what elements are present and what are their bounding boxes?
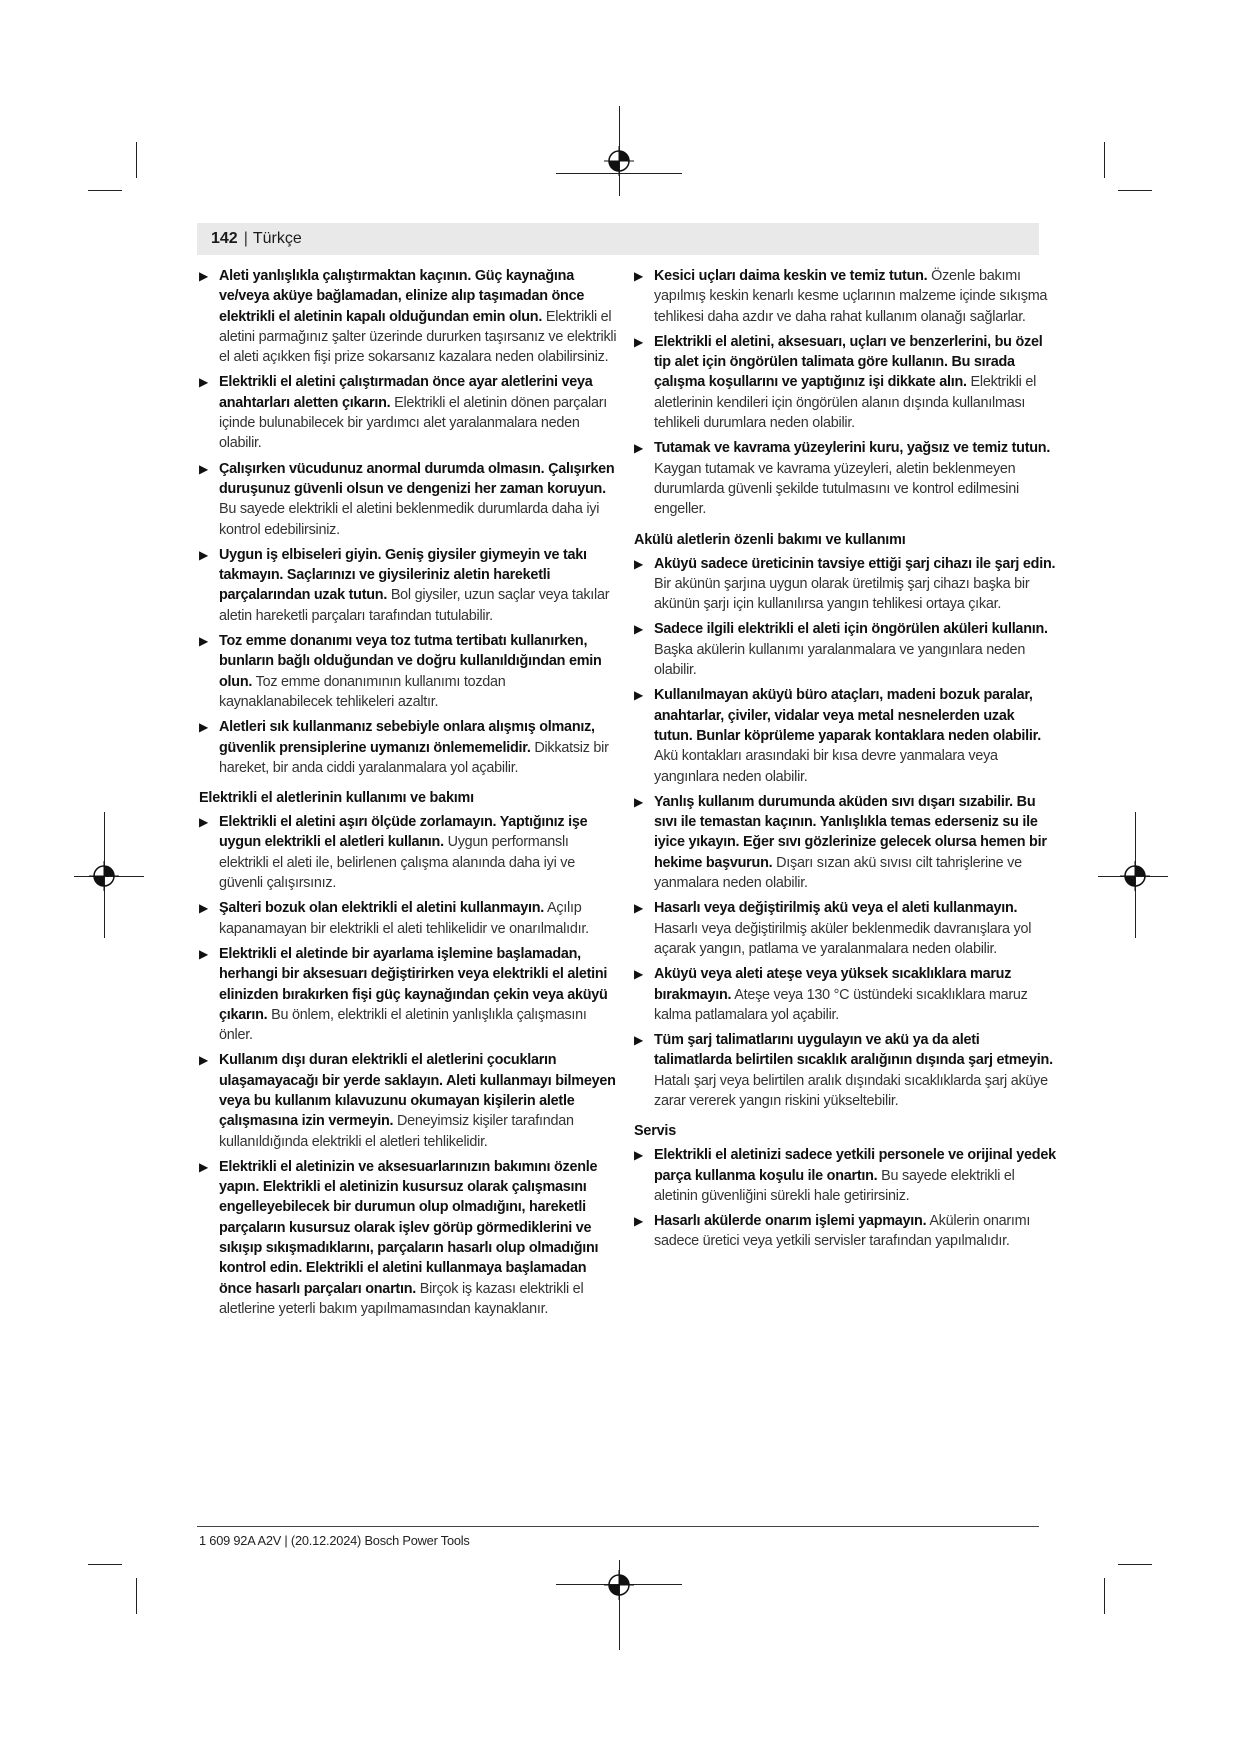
triangle-right-icon: ▶ [199,269,208,283]
footer-rule [197,1526,1039,1527]
instruction-bold: Aletleri sık kullanmanız sebebiyle onlara alışmış olmanız, güvenlik prensiplerine uymanızı önlememelidir. [219,719,595,756]
explanation-text: Birçok iş kazası elektrikli el aletlerine yeterli bakım yapılmamasından kaynaklanır. [219,1280,584,1317]
page-number: 142 [211,230,238,247]
triangle-right-icon: ▶ [634,269,643,283]
language-label: | Türkçe [244,230,302,248]
instruction-bold: Uygun iş elbiseleri giyin. Geniş giysiler giymeyin ve takı takmayın. Saçlarınızı ve giysileriniz aletin hareketli parçalarından uzak tutun. [219,546,587,604]
bullet-item [199,898,619,939]
instruction-bold: Toz emme donanımı veya toz tutma tertibatı kullanırken, bunların bağlı olduğundan ve doğru kullanıldığından emin olun. [219,633,602,690]
triangle-right-icon: ▶ [634,1214,643,1229]
registration-target-icon [604,146,634,176]
instruction-bold: Elektrikli el aletini çalıştırmadan önce ayar aletlerini veya anahtarları aletten çıkarın. [219,374,593,411]
triangle-right-icon: ▶ [199,946,208,961]
bullet-item [634,1030,1056,1111]
triangle-right-icon: ▶ [634,556,643,571]
bullet-item [199,944,619,1045]
bullet-item [199,1050,619,1151]
bullet-item [199,266,619,367]
bullet-item [199,631,619,712]
explanation-text: Başka akülerin kullanımı yaralanmalara ve yangınlara neden olabilir. [654,641,1026,679]
explanation-text: Uygun performanslı elektrikli el aleti ile, belirlenen çalışma alanında daha iyi ve güvenli çalışırsınız. [219,834,575,892]
instruction-bold: Elektrikli el aletini, aksesuarı, uçları ve benzerlerini, bu özel tip alet için öngörülen talimata göre kullanın. Bu sırada çalışma koşullarını ve yaptığınız işi dikkate alın. [654,333,1043,391]
explanation-text: Bu sayede elektrikli el aletini beklenmedik durumlarda daha iyi kontrol edebilirsiniz. [219,501,600,538]
explanation-text: Bir akünün şarjına uygun olarak üretilmiş şarj cihazı başka bir akünün şarjı için kullanılırsa yangın tehlikesi ortaya çıkar. [654,575,1030,613]
instruction-bold: Aküyü veya aleti ateşe veya yüksek sıcaklıklara maruz bırakmayın. [654,966,1012,1003]
footer-text: 1 609 92A A2V | (20.12.2024) Bosch Power Tools [199,1533,470,1548]
instruction-bold: Şalteri bozuk olan elektrikli el aletini kullanmayın. [219,900,545,917]
crop-mark [1118,190,1152,191]
instruction-bold: Yanlış kullanım durumunda aküden sıvı dışarı sızabilir. Bu sıvı ile temastan kaçının. Yanlışlıkla temas ederseniz su ile iyice yıkayın. Eğer sıvı gözlerinize gelecek olursa hemen bir hekime başvurun. [654,793,1047,871]
registration-target-icon [89,861,119,891]
crop-mark [1118,1564,1152,1565]
bullet-item [199,545,619,626]
explanation-text: Kaygan tutamak ve kavrama yüzeyleri, aletin beklenmeyen durumlarda güvenli şekilde tutulmasını ve kontrol edilmesini engeller. [654,460,1019,518]
bullet-item [634,685,1056,786]
section-heading: Elektrikli el aletlerinin kullanımı ve bakımı [199,790,474,807]
triangle-right-icon: ▶ [199,1159,208,1174]
explanation-text: Özenle bakımı yapılmış keskin kenarlı kesme uçlarının malzeme içinde sıkışma tehlikesi daha azdır ve daha rahat kullanım olanağı sağlarlar. [654,268,1048,325]
bullet-item [634,554,1056,615]
bullet-item [634,964,1056,1025]
explanation-text: Toz emme donanımının kullanımı tozdan kaynaklanabilecek tehlikeleri azaltır. [219,673,506,710]
triangle-right-icon: ▶ [634,1033,643,1048]
triangle-right-icon: ▶ [634,794,643,809]
triangle-right-icon: ▶ [199,634,208,649]
instruction-bold: Hasarlı veya değiştirilmiş akü veya el aleti kullanmayın. [654,900,1018,917]
bullet-item [199,459,619,540]
instruction-bold: Elektrikli el aletinizin ve aksesuarlarınızın bakımını özenle yapın. Elektrikli el aletinizin kusursuz olarak çalışmasını engelleyebilecek bir durumun olup olmadığını, hareketli parçaların kusursuz olarak işlev görüp görmediklerini ve sıkışıp sıkışmadıklarını, parçaların hasarlı olup olmadığını kontrol edin. Elektrikli el aletini kullanmaya başlamadan önce hasarlı parçaları onartın. [219,1158,599,1297]
explanation-text: Deneyimsiz kişiler tarafından kullanıldığında elektrikli el aletleri tehlikelidir. [219,1113,574,1150]
instruction-bold: Aleti yanlışlıkla çalıştırmaktan kaçının. Güç kaynağına ve/veya aküye bağlamadan, elinize alıp taşımadan önce elektrikli el aletinin kapalı olduğundan emin olun. [219,268,585,325]
crop-mark [88,1564,122,1565]
triangle-right-icon: ▶ [634,334,643,349]
triangle-right-icon: ▶ [634,622,643,637]
triangle-right-icon: ▶ [199,375,208,390]
instruction-bold: Çalışırken vücudunuz anormal durumda olmasın. Çalışırken duruşunuz güvenli olsun ve dengenizi her zaman koruyun. [219,460,615,497]
instruction-bold: Kesici uçları daima keskin ve temiz tutun. [654,268,928,284]
crop-mark [1104,1578,1105,1614]
explanation-text: Dikkatsiz bir hareket, bir anda ciddi yaralanmalara yol açabilir. [219,739,609,776]
registration-target-icon [604,1570,634,1600]
explanation-text: Elektrikli el aletlerinin kendileri için öngörülen alanın dışında kullanılması tehlikeli durumlara neden olabilir. [654,374,1037,432]
explanation-text: Elektrikli el aletinin dönen parçaları içinde bulunabilecek bir yardımcı alet yaralanmalara neden olabilir. [219,394,607,452]
instruction-bold: Aküyü sadece üreticinin tavsiye ettiği şarj cihazı ile şarj edin. [654,555,1056,572]
instruction-bold: Tüm şarj talimatlarını uygulayın ve akü ya da aleti talimatlarda belirtilen sıcaklık aralığının dışında şarj etmeyin. [654,1032,1053,1069]
crop-mark [1104,142,1105,178]
triangle-right-icon: ▶ [199,1053,208,1068]
explanation-text: Hasarlı veya değiştirilmiş aküler beklenmedik davranışlara yol açarak yangın, patlama ve yaralanmalara neden olabilir. [654,920,1032,957]
triangle-right-icon: ▶ [199,547,208,562]
explanation-text: Bu sayede elektrikli el aletinin güvenliğini sürekli hale getirirsiniz. [654,1167,1015,1204]
instruction-bold: Elektrikli el aletinizi sadece yetkili personele ve orijinal yedek parça kullanma koşulu ile onartın. [654,1147,1056,1184]
explanation-text: Ateşe veya 130 °C üstündeki sıcaklıklara maruz kalma patlamalara yol açabilir. [654,986,1028,1023]
instruction-bold: Kullanım dışı duran elektrikli el aletlerini çocukların ulaşamayacağı bir yerde saklayın. Aleti kullanmayı bilmeyen veya bu kullanım kılavuzunu okumayan kişilerin aletle çalışmasına izin vermeyin. [219,1052,616,1130]
bullet-item [634,332,1056,433]
left-column [199,266,619,1324]
bullet-item [199,372,619,453]
page-header [197,223,1039,255]
triangle-right-icon: ▶ [199,461,208,476]
explanation-text: Bol giysiler, uzun saçlar veya takılar aletin hareketli parçaları tarafından tutulabilir. [219,587,610,624]
bullet-item [634,266,1056,327]
bullet-item [199,812,619,893]
explanation-text: Akü kontakları arasındaki bir kısa devre yanmalara veya yangınlara neden olabilir. [654,748,998,785]
registration-target-icon [1120,861,1150,891]
triangle-right-icon: ▶ [634,688,643,703]
explanation-text: Dışarı sızan akü sıvısı cilt tahrişlerine ve yanmalara neden olabilir. [654,854,1022,892]
right-column [634,266,1056,1257]
explanation-text: Akülerin onarımı sadece üretici veya yetkili servisler tarafından yapılmalıdır. [654,1213,1031,1250]
triangle-right-icon: ▶ [199,720,208,735]
bullet-item [634,619,1056,680]
triangle-right-icon: ▶ [199,815,208,830]
section-heading: Servis [634,1123,677,1140]
triangle-right-icon: ▶ [199,901,208,916]
instruction-bold: Sadece ilgili elektrikli el aleti için öngörülen aküleri kullanın. [654,621,1048,638]
bullet-item [634,792,1056,893]
explanation-text: Elektrikli el aletini parmağınız şalter üzerinde dururken taşırsanız ve elektrikli el aleti açıkken fişi prize sokarsanız kazalara neden olabilirsiniz. [219,308,617,366]
crop-mark [88,190,122,191]
instruction-bold: Kullanılmayan aküyü büro ataçları, madeni bozuk paralar, anahtarlar, çiviler, vidalar veya metal nesnelerden uzak tutun. Bunlar köprüleme yaparak kontaklara neden olabilir. [654,687,1041,744]
bullet-item [634,438,1056,519]
triangle-right-icon: ▶ [634,1148,643,1163]
instruction-bold: Tutamak ve kavrama yüzeylerini kuru, yağsız ve temiz tutun. [654,440,1051,457]
bullet-item [634,1145,1056,1206]
triangle-right-icon: ▶ [634,901,643,916]
instruction-bold: Elektrikli el aletinde bir ayarlama işlemine başlamadan, herhangi bir aksesuarı değiştirirken veya elektrikli el aletini elinizden bırakırken fişi güç kaynağından çekin veya aküyü çıkarın. [219,945,608,1023]
bullet-item [634,1211,1056,1252]
crop-mark [136,1578,137,1614]
instruction-bold: Hasarlı akülerde onarım işlemi yapmayın. [654,1213,927,1230]
triangle-right-icon: ▶ [634,441,643,456]
crop-mark [136,142,137,178]
bullet-item [634,898,1056,959]
triangle-right-icon: ▶ [634,967,643,982]
explanation-text: Hatalı şarj veya belirtilen aralık dışındaki sıcaklıklarda şarj aküye zarar vererek yangın riskini yükseltebilir. [654,1072,1048,1109]
section-heading: Akülü aletlerin özenli bakımı ve kullanımı [634,531,906,548]
instruction-bold: Elektrikli el aletini aşırı ölçüde zorlamayın. Yaptığınız işe uygun elektrikli el aletleri kullanın. [219,814,588,851]
bullet-item [199,1157,619,1319]
explanation-text: Açılıp kapanamayan bir elektrikli el aleti tehlikelidir ve onarılmalıdır. [219,900,589,937]
bullet-item [199,717,619,778]
explanation-text: Bu önlem, elektrikli el aletinin yanlışlıkla çalışmasını önler. [219,1006,587,1044]
